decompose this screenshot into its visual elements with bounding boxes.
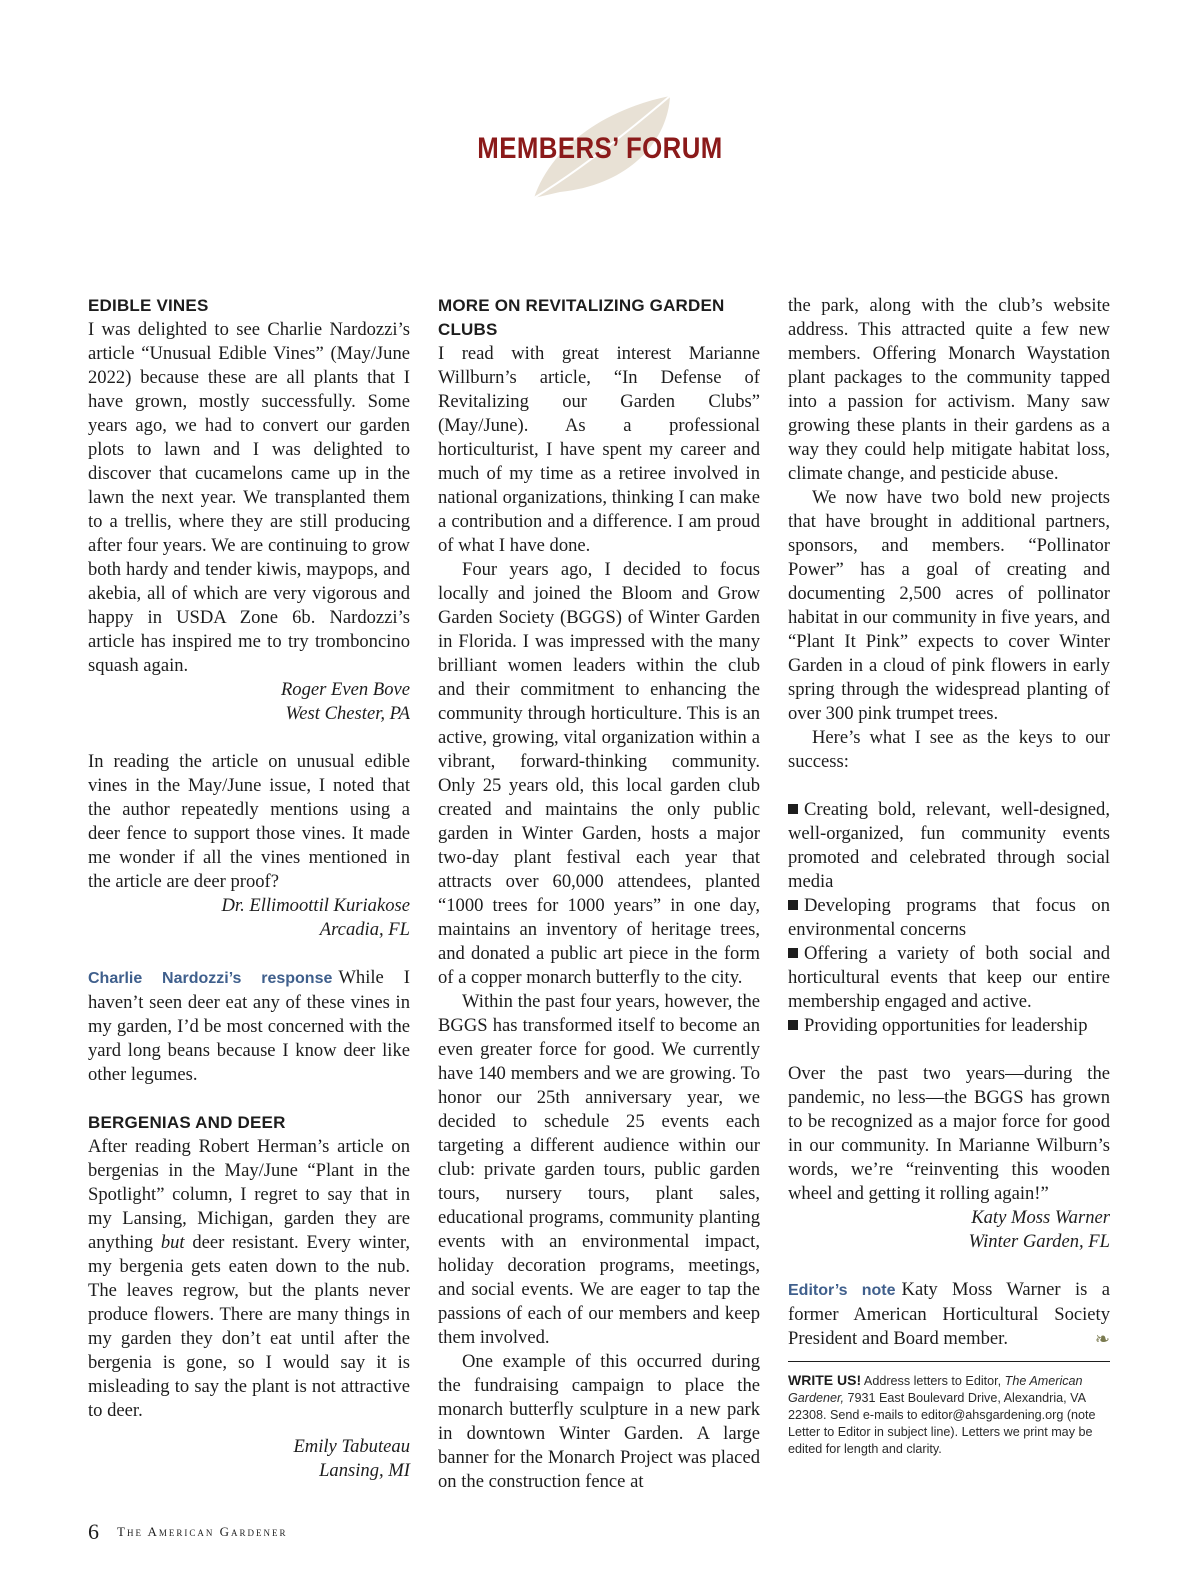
bullet-item: Creating bold, relevant, well-designed, well-organized, fun community events promoted and celebrated through social media <box>788 799 1110 892</box>
write-us-box: WRITE US! Address letters to Editor, The American Gardener, 7931 East Boulevard Drive, Alexandria, VA 22308. Send e-mails to editor@ahsgardening.org (note Letter to Editor in subject line). Letters we print may be edited for length and clarity. <box>788 1372 1096 1456</box>
square-bullet-icon <box>788 804 798 814</box>
divider <box>788 1361 1110 1362</box>
letter-text: After reading Robert Herman’s article on bergenias in the May/June “Plant in the Spotlight” column, I regret to say that in my Lansing, Michigan, garden they are anything but deer resistant. Every winter, my bergenia gets eaten down to the nub. The leaves regrow, but the plants never produce flowers. There are many things in my garden they don’t eat until after the bergenia is gone, so I would say it is misleading to say the plant is not attractive to deer. <box>88 1136 410 1421</box>
signature-name: Roger Even Bove <box>280 679 410 700</box>
paragraph: One example of this occurred during the fundraising campaign to place the monarch butterfly sculpture in a new park in downtown Winter Garden. A large banner for the Monarch Project was placed on the construction fence at <box>438 1351 760 1492</box>
signature-name: Emily Tabuteau <box>293 1436 410 1457</box>
square-bullet-icon <box>788 948 798 958</box>
square-bullet-icon <box>788 900 798 910</box>
signature-place: West Chester, PA <box>285 703 410 724</box>
section-title: MEMBERS’ FORUM <box>477 132 723 165</box>
paragraph: I read with great interest Marianne Willburn’s article, “In Defense of Revitalizing our Garden Clubs” (May/June). As a professional horticulturist, I have spent my career and much of my time as a retiree involved in national organizations, thinking I can make a contribution and a difference. I am proud of what I have done. <box>438 343 760 556</box>
write-us-label: WRITE US! <box>788 1372 862 1388</box>
bullet-item: Offering a variety of both social and horticultural events that keep our entire membership engaged and active. <box>788 943 1110 1012</box>
square-bullet-icon <box>788 1020 798 1030</box>
page-number: 6 <box>88 1519 99 1544</box>
editor-note: Editor’s note Katy Moss Warner is a former American Horticultural Society President and Board member. ❧ <box>788 1279 1111 1349</box>
column-2 <box>438 294 760 1494</box>
bullet-item: Developing programs that focus on environmental concerns <box>788 895 1110 940</box>
paragraph: Four years ago, I decided to focus locally and joined the Bloom and Grow Garden Society (BGGS) of Winter Garden in Florida. I was impressed with the many brilliant women leaders within the club and their commitment to enhancing the community through horticulture. This is an active, growing, vital organization within a vibrant, forward-thinking community. Only 25 years old, this local garden club created and maintains the only public garden in Winter Garden, hosts a major two-day plant festival each year that attracts over 60,000 attendees, planted “1000 trees for 1000 years” in one day, maintains an inventory of heritage trees, and donated a public art piece in the form of a copper monarch butterfly to the city. <box>438 559 760 988</box>
heading-garden-clubs: MORE ON REVITALIZING GARDEN CLUBS <box>438 296 725 339</box>
end-mark-icon: ❧ <box>1094 1329 1110 1349</box>
heading-edible-vines: EDIBLE VINES <box>88 296 209 315</box>
paragraph: the park, along with the club’s website address. This attracted quite a few new members. Offering Monarch Waystation plant packages to the community tapped into a passion for activism. Many saw growing these plants in their gardens as a way they could help mitigate habitat loss, climate change, and pesticide abuse. <box>788 295 1110 484</box>
magazine-name: The American Gardener <box>117 1524 288 1539</box>
signature-name: Katy Moss Warner <box>971 1207 1110 1228</box>
response-paragraph <box>88 966 410 1087</box>
column-3 <box>788 294 1110 1458</box>
paragraph: Within the past four years, however, the BGGS has transformed itself to become an even greater force for good. We currently have 140 members and we are growing. To honor our 25th anniversary year, we decided to schedule 25 events each targeting a different audience within our club: private garden tours, public garden tours, nursery tours, plant sales, educational programs, community planting events with an environmental impact, holiday decoration programs, meetings, and social events. We are eager to tap the passions of each of our members and keep them involved. <box>438 991 760 1348</box>
page-footer <box>88 1519 288 1545</box>
signature-place: Winter Garden, FL <box>968 1231 1110 1252</box>
signature-name: Dr. Ellimoottil Kuriakose <box>221 895 410 916</box>
page-header <box>0 90 1200 210</box>
letter-text: In reading the article on unusual edible vines in the May/June issue, I noted that the author repeatedly mentions using a deer fence to support those vines. It made me wonder if all the vines mentioned in the article are deer proof? <box>88 751 410 892</box>
editor-note-label: Editor’s note <box>788 1282 896 1299</box>
letter-text: I was delighted to see Charlie Nardozzi’s article “Unusual Edible Vines” (May/June 2022) because these are all plants that I have grown, mostly successfully. Some years ago, we had to convert our garden plots to lawn and I was delighted to discover that cucamelons came up in the lawn the next year. We transplanted them to a trellis, where they are still producing after four years. We are continuing to grow both hardy and tender kiwis, maypops, and akebia, all of which are very vigorous and happy in USDA Zone 6b. Nardozzi’s article has inspired me to try tromboncino squash again. <box>88 319 410 676</box>
paragraph: Here’s what I see as the keys to our success: <box>788 727 1110 772</box>
heading-bergenias: BERGENIAS AND DEER <box>88 1113 286 1132</box>
column-1 <box>88 294 410 1483</box>
response-label: Charlie Nardozzi’s response <box>88 970 333 987</box>
response-text: While I haven’t seen deer eat any of these vines in my garden, I’d be most concerned with the yard long beans because I know deer like other legumes. <box>88 967 410 1085</box>
signature-place: Lansing, MI <box>319 1460 410 1481</box>
signature-place: Arcadia, FL <box>319 919 410 940</box>
bullet-item: Providing opportunities for leadership <box>788 1014 1110 1038</box>
paragraph: We now have two bold new projects that have brought in additional partners, sponsors, and members. “Pollinator Power” has a goal of creating and documenting 2,500 acres of pollinator habitat in our community in five years, and “Plant It Pink” expects to cover Winter Garden in a cloud of pink flowers in early spring through the widespread planting of over 300 pink trumpet trees. <box>788 487 1110 724</box>
paragraph: Over the past two years—during the pandemic, no less—the BGGS has grown to be recognized as a major force for good in our community. In Marianne Wilburn’s words, we’re “reinventing this wooden wheel and getting it rolling again!” <box>788 1063 1110 1204</box>
